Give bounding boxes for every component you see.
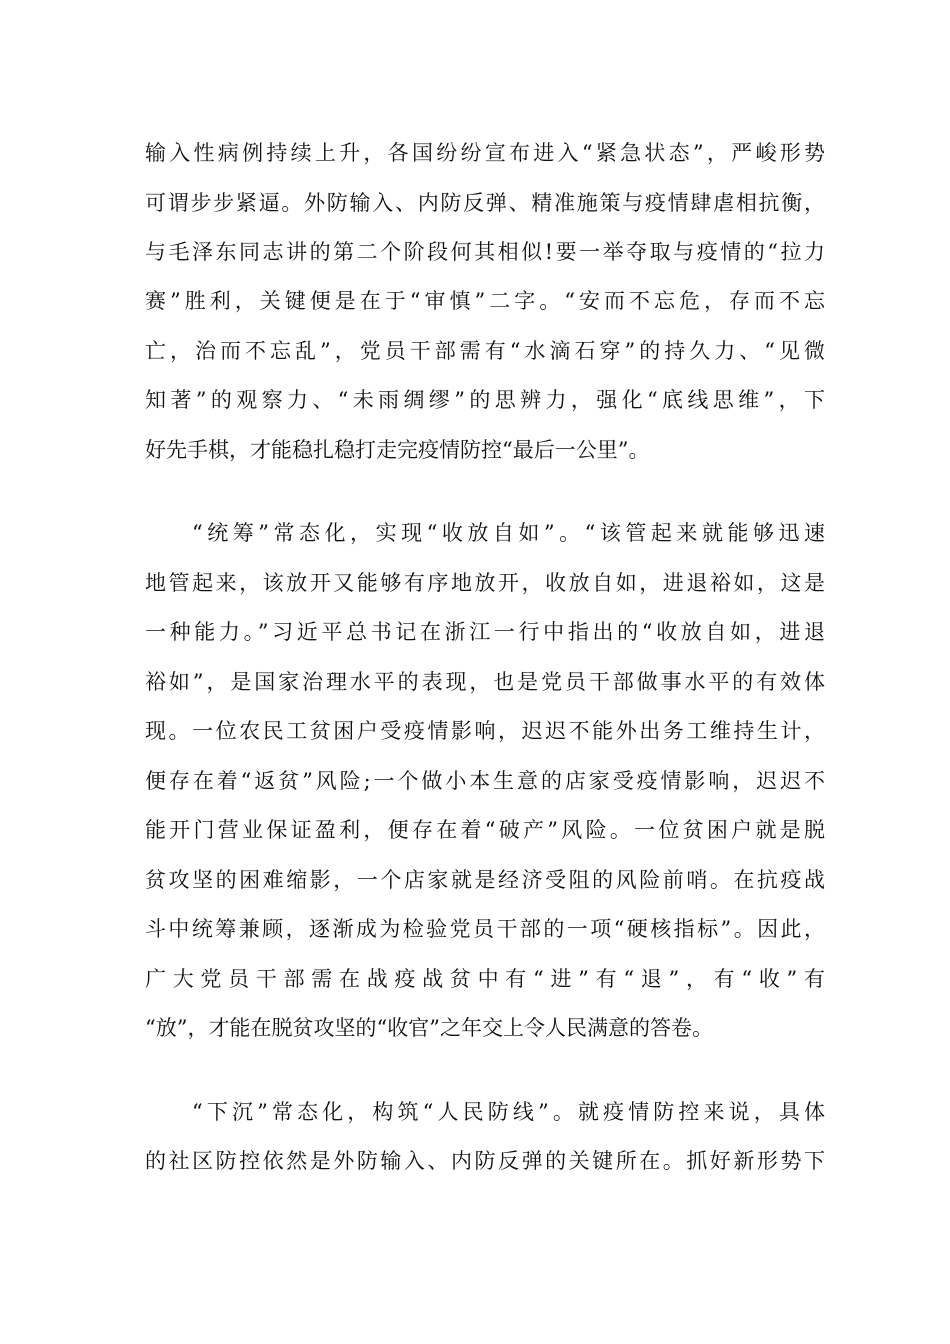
text-line: 好先手棋，才能稳扎稳打走完疫情防控“最后一公里”。 <box>145 438 650 462</box>
text-line: 输入性病例持续上升，各国纷纷宣布进入“紧急状态”，严峻形势 <box>145 141 825 165</box>
text-line: 能开门营业保证盈利，便存在着“破产”风险。一位贫困户就是脱 <box>145 818 825 842</box>
text-line: 可谓步步紧逼。外防输入、内防反弹、精准施策与疫情肆虐相抗衡， <box>145 191 825 215</box>
text-line: 便存在着“返贫”风险;一个做小本生意的店家受疫情影响，迟迟不 <box>145 769 825 793</box>
text-line: 现。一位农民工贫困户受疫情影响，迟迟不能外出务工维持生计， <box>145 719 825 743</box>
text-line: 广大党员干部需在战疫战贫中有“进”有“退”，有“收”有 <box>145 967 825 991</box>
text-line: 裕如”，是国家治理水平的表现，也是党员干部做事水平的有效体 <box>145 670 825 694</box>
text-line: 亡，治而不忘乱”，党员干部需有“水滴石穿”的持久力、“见微 <box>145 339 825 363</box>
text-line: 贫攻坚的困难缩影，一个店家就是经济受阻的风险前哨。在抗疫战 <box>145 868 825 892</box>
text-line: “统筹”常态化，实现“收放自如”。“该管起来就能够迅速 <box>192 521 825 545</box>
text-line: 赛”胜利，关键便是在于“审慎”二字。“安而不忘危，存而不忘 <box>145 289 825 313</box>
text-line: 一种能力。”习近平总书记在浙江一行中指出的“收放自如，进退 <box>145 620 825 644</box>
text-line: 地管起来，该放开又能够有序地放开，收放自如，进退裕如，这是 <box>145 571 825 595</box>
text-line: 的社区防控依然是外防输入、内防反弹的关键所在。抓好新形势下 <box>145 1149 825 1173</box>
text-line: 与毛泽东同志讲的第二个阶段何其相似!要一举夺取与疫情的“拉力 <box>145 240 825 264</box>
text-line: “放”，才能在脱贫攻坚的“收官”之年交上令人民满意的答卷。 <box>145 1016 713 1040</box>
text-line: “下沉”常态化，构筑“人民防线”。就疫情防控来说，具体 <box>192 1100 825 1124</box>
text-line: 知著”的观察力、“未雨绸缪”的思辨力，强化“底线思维”，下 <box>145 388 825 412</box>
text-line: 斗中统筹兼顾，逐渐成为检验党员干部的一项“硬核指标”。因此， <box>145 917 825 941</box>
